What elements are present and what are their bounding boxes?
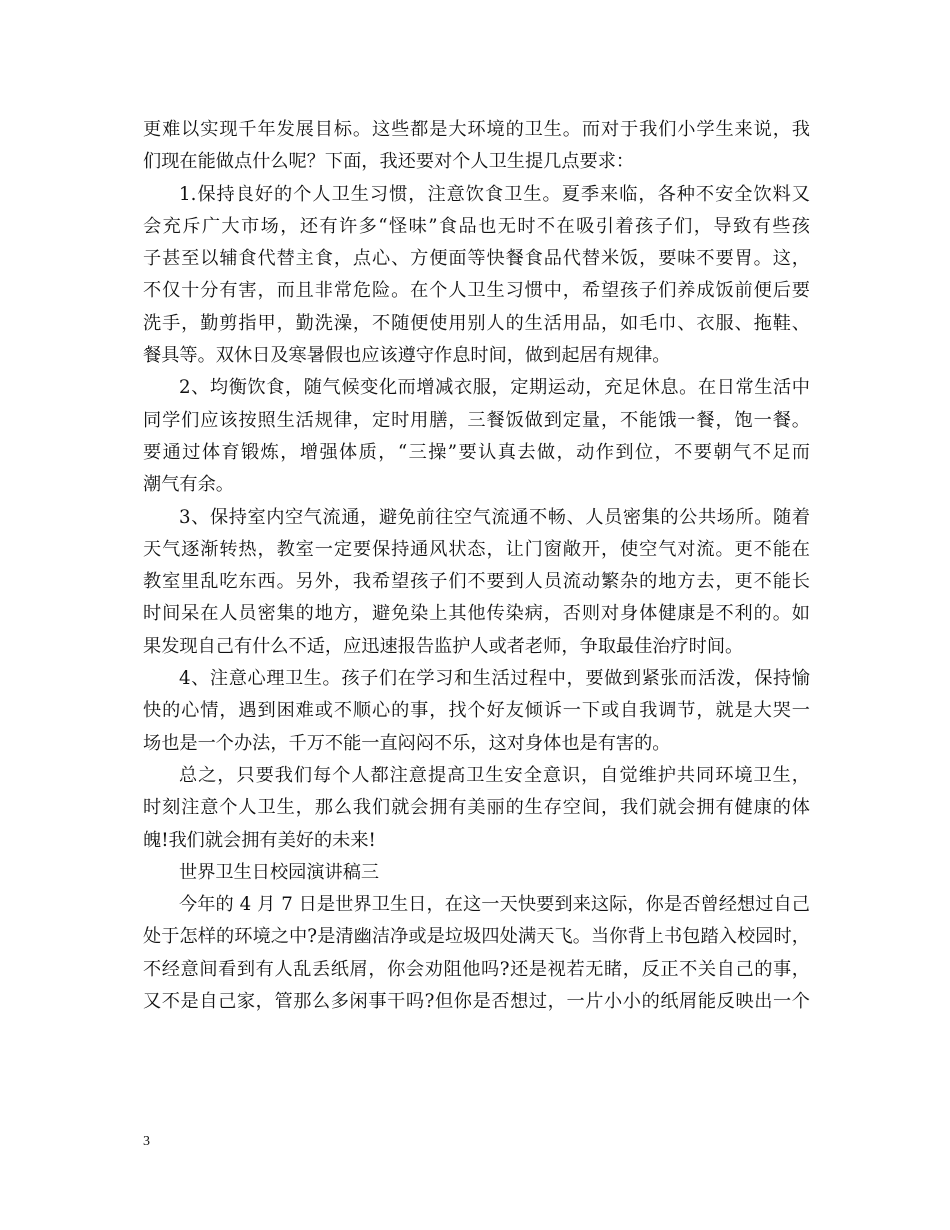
page-number: 3 bbox=[143, 1134, 150, 1149]
text-line: 教室里乱吃东西。另外，我希望孩子们不要到人员流动繁杂的地方去，更不能长 bbox=[143, 571, 810, 593]
paragraph-first-line: 总之，只要我们每个人都注意提高卫生安全意识，自觉维护共同环境卫生， bbox=[179, 764, 810, 786]
paragraph-first-line: 4、注意心理卫生。孩子们在学习和生活过程中，要做到紧张而活泼，保持愉 bbox=[179, 668, 810, 690]
text-line: 天气逐渐转热，教室一定要保持通风状态，让门窗敞开，使空气对流。更不能在 bbox=[143, 538, 810, 560]
text-line: 魄!我们就会拥有美好的未来! bbox=[143, 829, 376, 851]
paragraph-first-line: 3、保持室内空气流通，避免前往空气流通不畅、人员密集的公共场所。随着 bbox=[179, 506, 810, 528]
text-line: 不仅十分有害，而且非常危险。在个人卫生习惯中，希望孩子们养成饭前便后要 bbox=[143, 280, 810, 302]
text-line: 果发现自己有什么不适，应迅速报告监护人或者老师，争取最佳治疗时间。 bbox=[143, 635, 744, 657]
paragraph-first-line: 1.保持良好的个人卫生习惯，注意饮食卫生。夏季来临，各种不安全饮料又 bbox=[179, 183, 810, 205]
document-page bbox=[143, 114, 810, 1018]
text-line: 不经意间看到有人乱丢纸屑，你会劝阻他吗?还是视若无睹，反正不关自己的事， bbox=[143, 958, 810, 980]
section-heading: 世界卫生日校园演讲稿三 bbox=[179, 861, 380, 883]
text-line: 们现在能做点什么呢？下面，我还要对个人卫生提几点要求： bbox=[143, 151, 635, 173]
paragraph-first-line: 2、均衡饮食，随气候变化而增减衣服，定期运动，充足休息。在日常生活中 bbox=[179, 377, 810, 399]
text-line: 子甚至以辅食代替主食，点心、方便面等快餐食品代替米饭，要味不要胃。这， bbox=[143, 248, 810, 270]
text-line: 更难以实现千年发展目标。这些都是大环境的卫生。而对于我们小学生来说，我 bbox=[143, 119, 810, 140]
text-line: 处于怎样的环境之中?是清幽洁净或是垃圾四处满天飞。当你背上书包踏入校园时， bbox=[143, 926, 810, 948]
text-line: 又不是自己家，管那么多闲事干吗?但你是否想过，一片小小的纸屑能反映出一个 bbox=[143, 991, 810, 1013]
text-line: 快的心情，遇到困难或不顺心的事，找个好友倾诉一下或自我调节，就是大哭一 bbox=[143, 700, 810, 722]
paragraph-first-line: 今年的 4 月 7 日是世界卫生日，在这一天快要到来这际，你是否曾经想过自己 bbox=[179, 894, 810, 916]
text-line: 时刻注意个人卫生，那么我们就会拥有美丽的生存空间，我们就会拥有健康的体 bbox=[143, 797, 810, 819]
text-line: 餐具等。双休日及寒暑假也应该遵守作息时间，做到起居有规律。 bbox=[143, 345, 671, 367]
text-line: 要通过体育锻炼，增强体质，“三操”要认真去做，动作到位，不要朝气不足而 bbox=[143, 441, 810, 463]
text-line: 场也是一个办法，千万不能一直闷闷不乐，这对身体也是有害的。 bbox=[143, 732, 671, 754]
text-line: 会充斥广大市场，还有许多“怪味”食品也无时不在吸引着孩子们，导致有些孩 bbox=[143, 215, 810, 237]
text-line: 潮气有余。 bbox=[143, 474, 234, 496]
text-line: 洗手，勤剪指甲，勤洗澡，不随便使用别人的生活用品，如毛巾、衣服、拖鞋、 bbox=[143, 312, 810, 334]
text-line: 同学们应该按照生活规律，定时用膳，三餐饭做到定量，不能饿一餐，饱一餐。 bbox=[143, 409, 810, 431]
text-line: 时间呆在人员密集的地方，避免染上其他传染病，否则对身体健康是不利的。如 bbox=[143, 603, 810, 625]
